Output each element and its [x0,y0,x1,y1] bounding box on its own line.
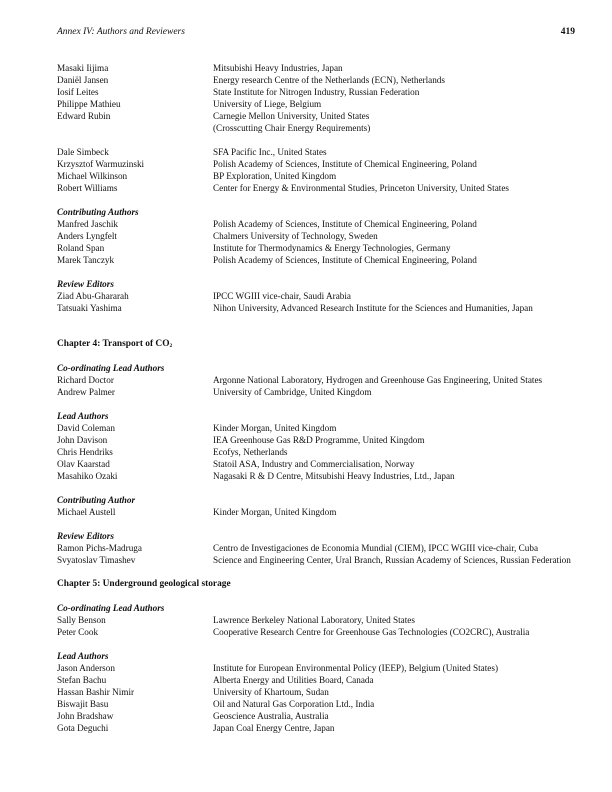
author-name: John Bradshaw [57,711,114,721]
spacer [57,566,577,578]
author-entry [57,230,577,242]
author-affiliation: Japan Coal Energy Centre, Japan [213,723,335,733]
author-affiliation: Ecofys, Netherlands [213,447,288,457]
running-title: Annex IV: Authors and Reviewers [57,27,185,37]
chapter4-review-editors [57,530,577,566]
author-name: Tatsuaki Yashima [57,303,122,313]
chapter3-contributing-authors [57,206,577,266]
author-affiliation: University of Khartoum, Sudan [213,687,329,697]
role-heading: Co-ordinating Lead Authors [57,603,165,613]
author-name: Chris Hendriks [57,447,113,457]
author-affiliation: Center for Energy & Environmental Studies, Princeton University, United States [213,183,509,193]
author-name: Peter Cook [57,627,99,637]
chapter-5-heading: Chapter 5: Underground geological storage [57,579,231,589]
author-affiliation: Science and Engineering Center, Ural Branch, Russian Academy of Sciences, Russian Federation [213,555,571,565]
author-entry [57,674,577,686]
spacer [57,350,577,362]
author-name: Andrew Palmer [57,387,115,397]
author-name: Masahiko Ozaki [57,471,118,481]
role-heading: Contributing Authors [57,207,139,217]
role-heading: Contributing Author [57,495,136,505]
role-heading: Review Editors [57,279,114,289]
author-name: John Davison [57,435,108,445]
author-name: Biswajit Basu [57,699,109,709]
page-header [57,27,575,41]
author-affiliation: SFA Pacific Inc., United States [213,147,327,157]
author-entry [57,74,577,86]
author-name: Stefan Bachu [57,675,107,685]
chapter-4-title: Chapter 4: Transport of CO [57,339,170,349]
role-heading: Co-ordinating Lead Authors [57,363,165,373]
author-affiliation: Polish Academy of Sciences, Institute of Chemical Engineering, Poland [213,219,477,229]
author-name: Gota Deguchi [57,723,109,733]
author-entry [57,62,577,74]
author-entry [57,218,577,230]
author-affiliation: BP Exploration, United Kingdom [213,171,337,181]
author-affiliation: State Institute for Nitrogen Industry, Russian Federation [213,87,420,97]
spacer [57,482,577,494]
spacer [57,266,577,278]
author-affiliation: Nagasaki R & D Centre, Mitsubishi Heavy Industries, Ltd., Japan [213,471,455,481]
author-name: Ziad Abu-Ghararah [57,291,129,301]
author-name: Marek Tanczyk [57,255,115,265]
author-affiliation: Institute for European Environmental Policy (IEEP), Belgium (United States) [213,663,499,673]
author-entry [57,254,577,266]
author-entry [57,446,577,458]
author-entry [57,422,577,434]
page-number: 419 [560,27,575,37]
author-entry [57,302,577,314]
author-name: Edward Rubin [57,111,111,121]
chapter4-contributing-author [57,494,577,518]
author-entry [57,458,577,470]
author-name: Richard Doctor [57,375,114,385]
author-name: Philippe Mathieu [57,99,121,109]
spacer [57,314,577,326]
spacer [57,590,577,602]
author-name: Svyatoslav Timashev [57,555,136,565]
author-name: Robert Williams [57,183,118,193]
author-affiliation: Nihon University, Advanced Research Institute for the Sciences and Humanities, Japan [213,303,533,313]
author-affiliation: Energy research Centre of the Netherlands (ECN), Netherlands [213,75,445,85]
author-entry [57,98,577,110]
author-entry [57,710,577,722]
author-name: Roland Span [57,243,105,253]
spacer [57,398,577,410]
author-name: Ramon Pichs-Madruga [57,543,142,553]
author-affiliation: Oil and Natural Gas Corporation Ltd., India [213,699,375,709]
author-entry [57,158,577,170]
author-entry [57,542,577,554]
chapter3-continued-authors [57,62,577,194]
author-entry [57,554,577,566]
author-affiliation: Statoil ASA, Industry and Commercialisation, Norway [213,459,415,469]
chapter-4-subscript: 2 [169,343,173,349]
author-affiliation: Argonne National Laboratory, Hydrogen and Greenhouse Gas Engineering, United States [213,375,543,385]
author-affiliation: Kinder Morgan, United Kingdom [213,507,337,517]
role-heading: Lead Authors [57,411,109,421]
author-affiliation: Carnegie Mellon University, United States [213,111,370,121]
author-affiliation: IEA Greenhouse Gas R&D Programme, United Kingdom [213,435,425,445]
author-name: Olav Kaarstad [57,459,110,469]
author-entry [57,614,577,626]
spacer [57,326,577,338]
author-name: Krzysztof Warmuzinski [57,159,145,169]
author-affiliation: Geoscience Australia, Australia [213,711,329,721]
author-list [57,62,577,734]
author-name: David Coleman [57,423,115,433]
document-page [57,0,577,792]
spacer [57,638,577,650]
chapter4-coordinating-lead-authors [57,362,577,398]
chapter3-review-editors [57,278,577,314]
author-name: Michael Wilkinson [57,171,128,181]
author-entry [57,146,577,158]
role-heading: Lead Authors [57,651,109,661]
author-affiliation: Chalmers University of Technology, Sweden [213,231,378,241]
author-entry [57,242,577,254]
author-entry [57,686,577,698]
author-name: Sally Benson [57,615,106,625]
spacer [57,194,577,206]
author-entry [57,698,577,710]
author-affiliation: University of Liege, Belgium [213,99,322,109]
spacer [57,518,577,530]
author-entry [57,662,577,674]
role-heading: Review Editors [57,531,114,541]
author-affiliation: University of Cambridge, United Kingdom [213,387,372,397]
author-entry [57,182,577,194]
author-name: Michael Austell [57,507,116,517]
chapter4-lead-authors [57,410,577,482]
author-name: Daniël Jansen [57,75,109,85]
author-entry [57,506,577,518]
author-name [57,122,213,134]
author-entry [57,290,577,302]
author-affiliation: Centro de Investigaciones de Economia Mundial (CIEM), IPCC WGIII vice-chair, Cuba [213,543,539,553]
author-name: Manfred Jaschik [57,219,118,229]
author-affiliation: IPCC WGIII vice-chair, Saudi Arabia [213,291,351,301]
author-affiliation: Lawrence Berkeley National Laboratory, United States [213,615,415,625]
chapter5-coordinating-lead-authors [57,602,577,638]
author-entry [57,434,577,446]
author-affiliation: Mitsubishi Heavy Industries, Japan [213,63,343,73]
author-affiliation: Alberta Energy and Utilities Board, Canada [213,675,374,685]
author-entry [57,86,577,98]
author-affiliation: (Crosscutting Chair Energy Requirements) [213,123,371,133]
author-name: Anders Lyngfelt [57,231,117,241]
author-affiliation: Institute for Thermodynamics & Energy Technologies, Germany [213,243,451,253]
author-entry [57,170,577,182]
author-name: Iosif Leites [57,87,99,97]
author-name: Masaki Iijima [57,63,109,73]
author-entry [57,122,577,134]
author-affiliation: Polish Academy of Sciences, Institute of Chemical Engineering, Poland [213,255,477,265]
author-entry [57,722,577,734]
author-name: Jason Anderson [57,663,115,673]
spacer [57,134,577,146]
author-affiliation: Cooperative Research Centre for Greenhouse Gas Technologies (CO2CRC), Australia [213,627,530,637]
author-affiliation: Polish Academy of Sciences, Institute of Chemical Engineering, Poland [213,159,477,169]
author-affiliation: Kinder Morgan, United Kingdom [213,423,337,433]
author-name: Dale Simbeck [57,147,109,157]
author-entry [57,110,577,122]
author-entry [57,626,577,638]
author-entry [57,374,577,386]
author-entry [57,470,577,482]
author-name: Hassan Bashir Nimir [57,687,135,697]
chapter-4-heading [57,338,577,350]
chapter5-lead-authors [57,650,577,734]
author-entry [57,386,577,398]
